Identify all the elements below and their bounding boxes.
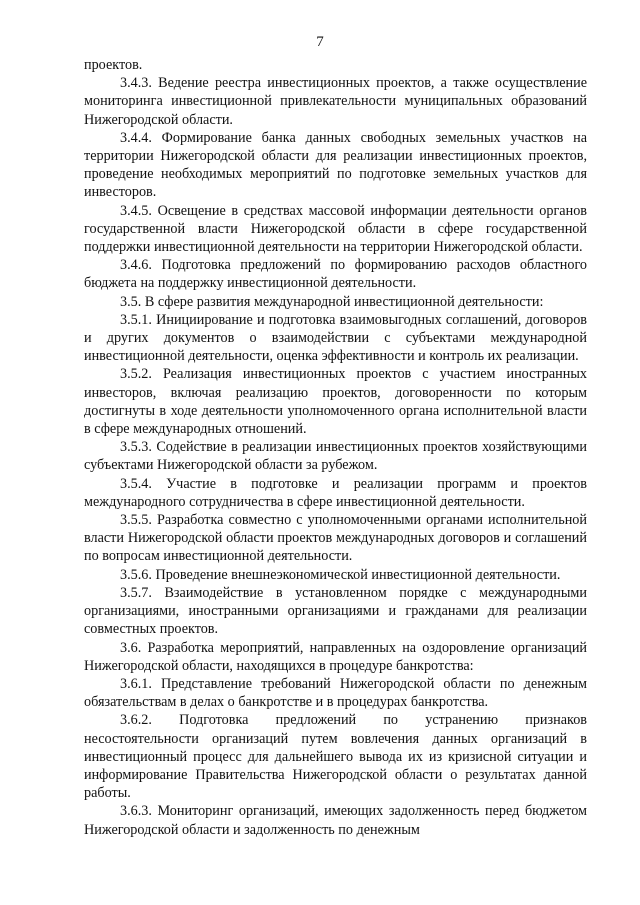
paragraph-3-5-7: 3.5.7. Взаимодействие в установленном порядке с международными организациями, иностранными организациями и гражданами для реализации совместных проектов. [84,584,587,638]
paragraph-continuation: проектов. [84,57,143,73]
paragraph-3-5-5: 3.5.5. Разработка совместно с уполномоченными органами исполнительной власти Нижегородской области проектов международных договоров и соглашений по вопросам инвестиционной деятельности. [84,512,587,565]
document-body [84,56,587,839]
paragraph-3-5-4: 3.5.4. Участие в подготовке и реализации программ и проектов международного сотрудничества в сфере инвестиционной деятельности. [84,475,587,510]
paragraph-3-6: 3.6. Разработка мероприятий, направленных на оздоровление организаций Нижегородской области, находящихся в процедуре банкротства: [84,639,587,674]
paragraph-3-5: 3.5. В сфере развития международной инвестиционной деятельности: [120,293,544,310]
paragraph-3-6-3: 3.6.3. Мониторинг организаций, имеющих задолженность перед бюджетом Нижегородской области и задолженность по денежным [84,803,587,838]
paragraph-3-4-6: 3.4.6. Подготовка предложений по формированию расходов областного бюджета на поддержку инвестиционной деятельности. [84,257,587,292]
paragraph-3-6-1: 3.6.1. Представление требований Нижегородской области по денежным обязательствам в делах о банкротстве и в процедурах банкротства. [84,675,587,711]
paragraph-3-5-2: 3.5.2. Реализация инвестиционных проектов с участием иностранных инвесторов, включая реализацию проектов, договоренности по которым достигнуты в ходе деятельности уполномоченного органа исполнительной власти в сфере международных отношений. [84,366,587,438]
paragraph-3-5-3: 3.5.3. Содействие в реализации инвестиционных проектов хозяйствующими субъектами Нижегородской области за рубежом. [84,439,587,474]
paragraph-3-4-3: 3.4.3. Ведение реестра инвестиционных проектов, а также осуществление мониторинга инвестиционной привлекательности муниципальных образований Нижегородской области. [84,75,587,128]
paragraph-3-4-5: 3.4.5. Освещение в средствах массовой информации деятельности органов государственной власти Нижегородской области в сфере государственной поддержки инвестиционной деятельности на территории Нижегородской области. [84,202,587,256]
paragraph-3-4-4: 3.4.4. Формирование банка данных свободных земельных участков на территории Нижегородской области для реализации инвестиционных проектов, проведение необходимых мероприятий по подготовке земельных участков для инвесторов. [84,129,587,201]
paragraph-3-6-2: 3.6.2. Подготовка предложений по устранению признаков несостоятельности организаций путем вовлечения данных организаций в инвестиционный процесс для дальнейшего вывода их из кризисной ситуации и информирование Правительства Нижегородской области о результатах данной работы. [84,712,587,802]
paragraph-3-5-6: 3.5.6. Проведение внешнеэкономической инвестиционной деятельности. [120,566,561,583]
paragraph-3-5-1: 3.5.1. Инициирование и подготовка взаимовыгодных соглашений, договоров и других документов о взаимодействии с субъектами международной инвестиционной деятельности, оценка эффективности и контроль их реализации. [84,311,587,365]
page-number: 7 [316,34,324,50]
